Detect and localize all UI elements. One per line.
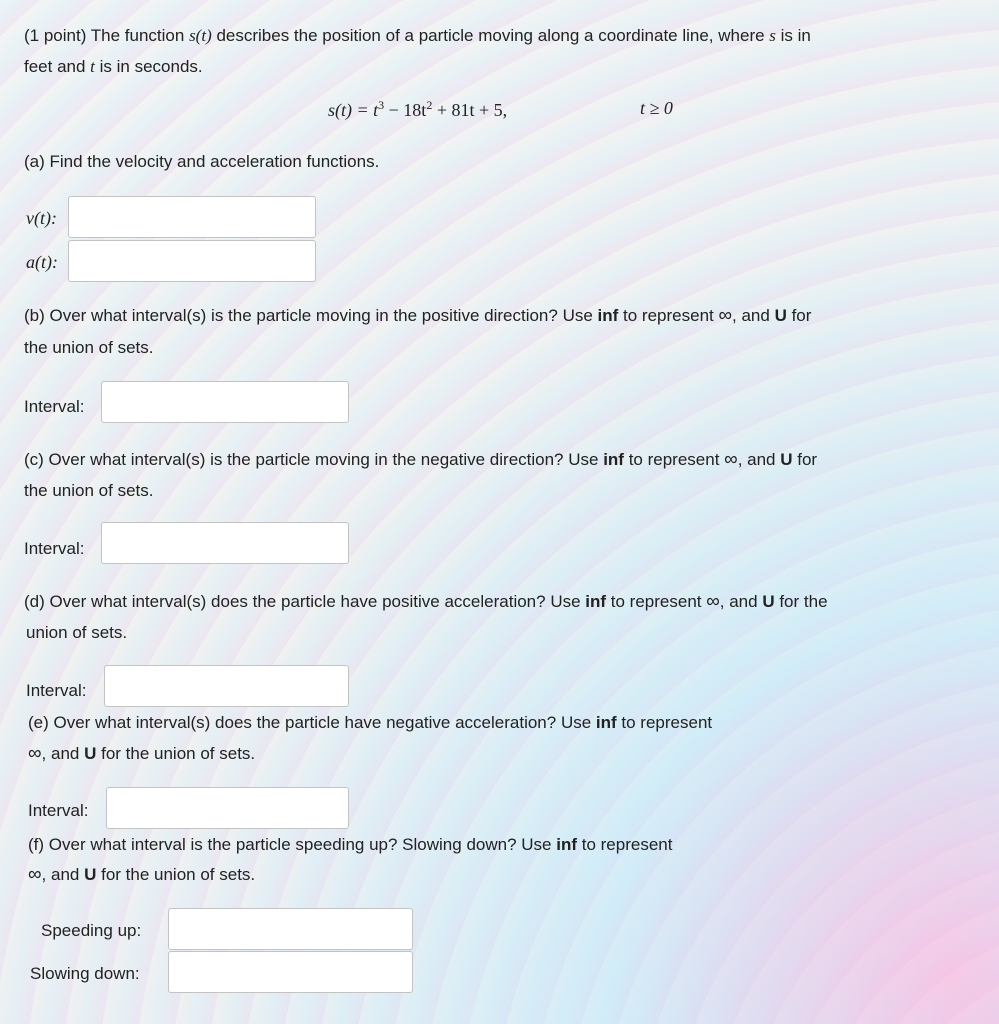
part-c-question: [24, 444, 989, 475]
use-text: Use: [545, 592, 586, 611]
part-c-text: (c) Over what interval(s) is the particle moving in the negative direction?: [24, 450, 564, 469]
infinity-symbol: ∞: [724, 449, 738, 470]
slowing-down-input[interactable]: [168, 951, 413, 993]
for-the-text: for the: [774, 592, 828, 611]
and-text: , and: [719, 592, 763, 611]
intro-text-mid: describes the position of a particle moving along a coordinate line, where: [211, 26, 770, 45]
part-e-interval-input[interactable]: [106, 787, 349, 829]
union-keyword: U: [762, 592, 775, 611]
inf-keyword: inf: [585, 592, 607, 611]
use-text: Use: [516, 835, 557, 854]
and-text: , and: [732, 306, 775, 325]
part-d-text: (d) Over what interval(s) does the particle have positive acceleration?: [24, 592, 546, 611]
union-keyword: U: [84, 744, 97, 763]
union-keyword: U: [774, 306, 787, 325]
part-b-line2: the union of sets.: [24, 338, 154, 357]
eq-exp1: 3: [378, 98, 385, 112]
and-text: , and: [41, 744, 85, 763]
part-b-text: (b) Over what interval(s) is the particle moving in the positive direction?: [24, 306, 558, 325]
infinity-symbol: ∞: [718, 305, 733, 326]
for-text: for: [792, 450, 818, 469]
part-c-interval-input[interactable]: [101, 522, 349, 564]
to-represent-text: to represent: [577, 835, 673, 854]
and-text: , and: [41, 865, 85, 884]
speeding-up-input[interactable]: [168, 908, 413, 950]
v-label: v(t):: [26, 208, 57, 228]
part-e-question: [28, 707, 988, 738]
to-represent-text: to represent: [606, 592, 707, 611]
a-label: a(t):: [26, 252, 58, 272]
part-d-interval-input[interactable]: [104, 665, 349, 707]
inf-keyword: inf: [556, 835, 578, 854]
acceleration-input[interactable]: [68, 240, 316, 282]
part-f-text: (f) Over what interval is the particle speeding up? Slowing down?: [28, 835, 517, 854]
part-d-interval-label: Interval:: [26, 681, 87, 700]
inf-keyword: inf: [603, 450, 624, 469]
for-text: for: [786, 306, 812, 325]
part-a-question: (a) Find the velocity and acceleration functions.: [24, 152, 380, 171]
speeding-up-label: Speeding up:: [41, 921, 142, 940]
var-t: t: [90, 57, 95, 76]
for-the-union-text: for the union of sets.: [96, 744, 256, 763]
problem-intro-line2: [24, 51, 203, 82]
part-f-line2: [28, 859, 255, 890]
intro-line2-b: is in seconds.: [94, 57, 203, 76]
intro-text-end: is in: [775, 26, 811, 45]
use-text: Use: [563, 450, 604, 469]
union-keyword: U: [84, 865, 97, 884]
position-equation: [328, 98, 507, 121]
var-s: s: [769, 26, 776, 45]
infinity-symbol: ∞: [28, 864, 42, 885]
eq-term2: − 18t: [384, 100, 427, 120]
part-e-interval-label: Interval:: [28, 801, 89, 820]
function-name: s(t): [189, 26, 212, 45]
domain-condition: t ≥ 0: [640, 98, 673, 118]
eq-term3: + 81t + 5,: [432, 100, 508, 120]
part-d-question: [24, 586, 996, 617]
inf-keyword: inf: [597, 306, 619, 325]
part-c-interval-label: Interval:: [24, 539, 85, 558]
to-represent-text: to represent: [623, 450, 725, 469]
infinity-symbol: ∞: [706, 591, 720, 612]
for-the-union-text: for the union of sets.: [96, 865, 256, 884]
part-b-interval-label: Interval:: [24, 397, 85, 416]
to-represent-text: to represent: [618, 306, 719, 325]
part-f-question: [28, 829, 988, 860]
intro-line2-a: feet and: [24, 57, 91, 76]
part-d-line2: union of sets.: [26, 623, 128, 642]
eq-exp2: 2: [426, 98, 433, 112]
part-c-line2: the union of sets.: [24, 481, 154, 500]
part-b-interval-input[interactable]: [101, 381, 349, 423]
to-represent-text: to represent: [616, 713, 713, 732]
part-e-line2: [28, 738, 255, 769]
eq-lhs: s(t) = t: [328, 100, 379, 120]
and-text: , and: [737, 450, 781, 469]
union-keyword: U: [780, 450, 793, 469]
inf-keyword: inf: [595, 713, 617, 732]
use-text: Use: [556, 713, 596, 732]
velocity-input[interactable]: [68, 196, 316, 238]
part-e-text: (e) Over what interval(s) does the particle have negative acceleration?: [28, 713, 557, 732]
problem-intro: [24, 20, 994, 51]
intro-text: (1 point) The function: [24, 26, 190, 45]
infinity-symbol: ∞: [28, 743, 42, 764]
slowing-down-label: Slowing down:: [30, 964, 140, 983]
part-b-question: [24, 300, 989, 331]
use-text: Use: [557, 306, 598, 325]
